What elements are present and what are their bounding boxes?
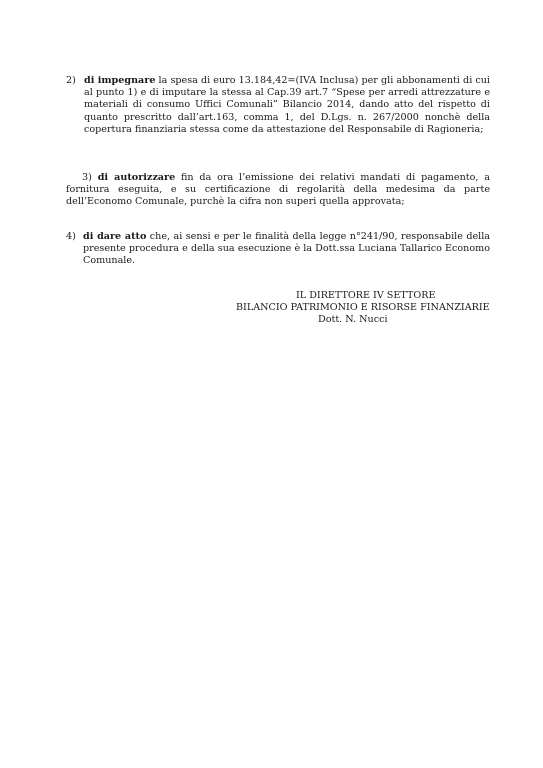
clause-2 bbox=[66, 75, 490, 136]
clause-number: 3) bbox=[82, 172, 92, 183]
clause-verb: di impegnare bbox=[84, 75, 156, 86]
signature-department: BILANCIO PATRIMONIO E RISORSE FINANZIARIE bbox=[236, 302, 490, 314]
clause-body bbox=[83, 231, 490, 268]
clause-text: che, ai sensi e per le finalità della legge n°241/90, responsabile della presente procedura e della sua esecuzione è la Dott.ssa Luciana Tallarico Economo Comunale. bbox=[83, 231, 490, 267]
clause-verb: di autorizzare bbox=[97, 172, 176, 183]
clause-number: 2) bbox=[66, 75, 76, 86]
clause-text: la spesa di euro 13.184,42=(IVA Inclusa) per gli abbonamenti di cui al punto 1) e di imputare la stessa al Cap.39 art.7 “Spese per arredi attrezzature e materiali di consumo Uffici Comunali” Bilancio 2014, dando atto del rispetto di quanto prescritto dall’art.163, comma 1, del D.Lgs. n. 267/2000 nonchè della copertura finanziaria stessa come da attestazione del Responsabile di Ragioneria; bbox=[84, 75, 491, 135]
signature-block bbox=[236, 290, 496, 327]
clause-body bbox=[66, 172, 490, 209]
clause-body bbox=[84, 75, 490, 136]
clause-4 bbox=[66, 231, 490, 268]
clause-3 bbox=[66, 172, 490, 209]
signature-title: IL DIRETTORE IV SETTORE bbox=[296, 290, 436, 301]
signature-name: Dott. N. Nucci bbox=[318, 314, 388, 326]
clause-number: 4) bbox=[66, 231, 76, 242]
clause-verb: di dare atto bbox=[83, 231, 147, 242]
clause-text: fin da ora l’emissione dei relativi mandati di pagamento, a fornitura eseguita, e su certificazione di regolarità della medesima da parte dell’Economo Comunale, purchè la cifra non superi quella approvata; bbox=[66, 172, 490, 208]
